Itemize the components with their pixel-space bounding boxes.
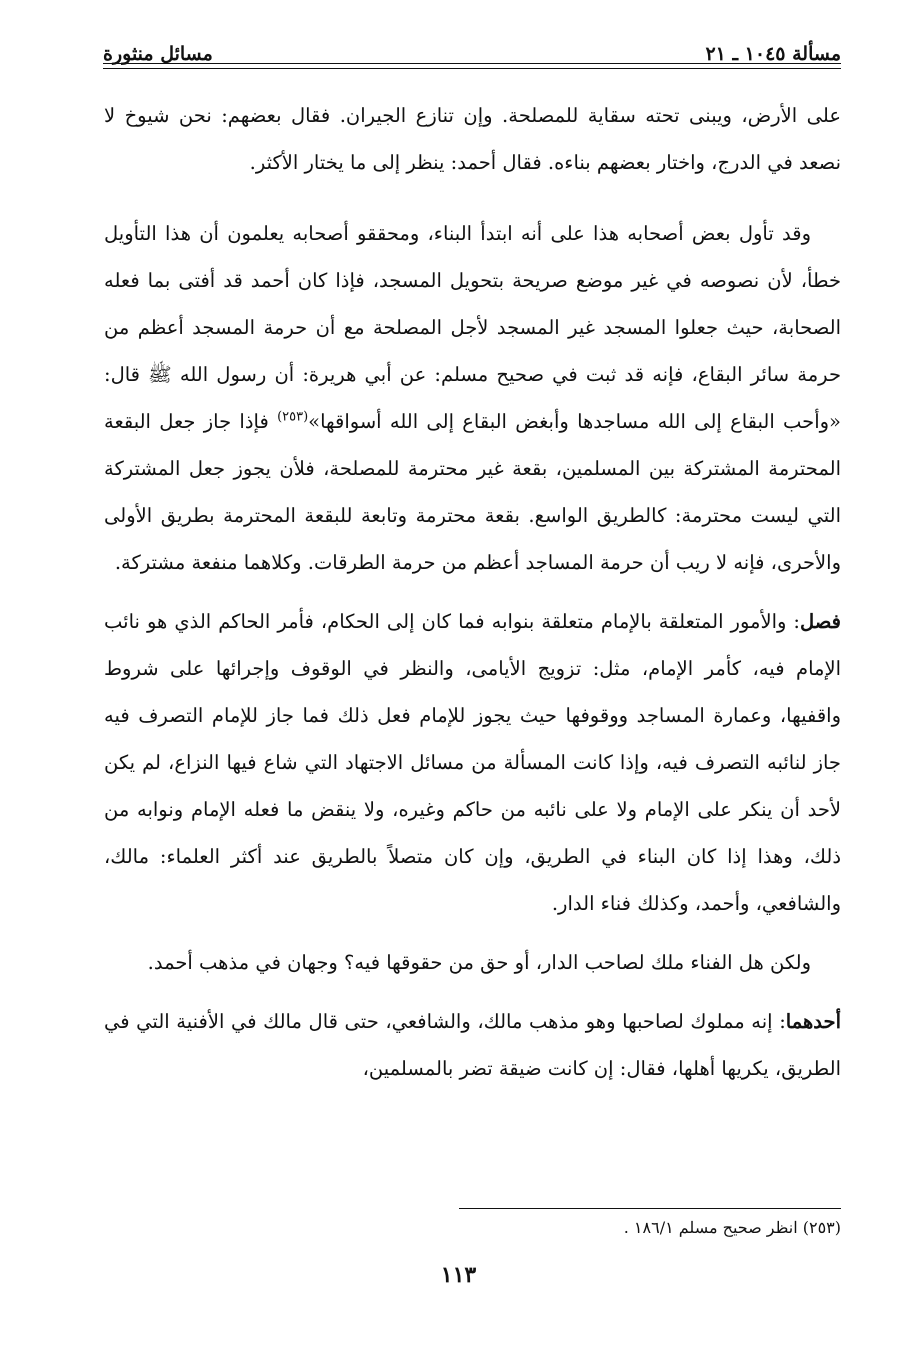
paragraph — [104, 998, 841, 1092]
paragraph-text: : إنه مملوك لصاحبها وهو مذهب مالك، والشافعي، حتى قال مالك في الأفنية التي في الطريق، يكريها أهلها، فقال: إن كانت ضيقة تضر بالمسلمين، — [104, 1010, 841, 1080]
paragraph: على الأرض، ويبنى تحته سقاية للمصلحة. وإن تنازع الجيران. فقال بعضهم: نحن شيوخ لا نصعد في الدرج، واختار بعضهم بناءه. فقال أحمد: ينظر إلى ما يختار الأكثر. — [104, 104, 841, 174]
paragraph — [104, 598, 841, 927]
section-lead: فصل — [800, 610, 841, 633]
paragraph-text: : والأمور المتعلقة بالإمام متعلقة بنوابه فما كان إلى الحكام، فأمر الحاكم الذي هو نائب الإمام فيه، كأمر الإمام، مثل: تزويج الأيامى، والنظر في الوقوف وإجرائها على شروط واقفيها، وعمارة المساجد ووقوفها حيث يجوز للإمام فعل ذلك فما جاز للإمام التصرف فيه جاز لنائبه التصرف فيه، وإذا كانت المسألة من مسائل الاجتهاد التي شاع فيها النزاع، لم يكن لأحد أن ينكر على الإمام ولا على نائبه من حاكم وغيره، ولا ينقض ما فعله الإمام ونوابه من ذلك، وهذا إذا كان البناء في الطريق، وإن كان متصلاً بالطريق عند أكثر العلماء: مالك، والشافعي، وأحمد، وكذلك فناء الدار. — [104, 610, 841, 915]
section-lead: أحدهما — [785, 1010, 841, 1033]
footnote: (٢٥٣) انظر صحيح مسلم ١٨٦/١ . — [623, 1218, 841, 1237]
footnote-reference: (٢٥٣) — [277, 409, 309, 425]
paragraph-text: وقد تأول بعض أصحابه هذا على أنه ابتدأ البناء، ومحققو أصحابه يعلمون أن هذا التأويل خطأ، لأن نصوصه في غير موضع صريحة بتحويل المسجد، فإذا كان أحمد قد أفتى بما فعله الصحابة، حيث جعلوا المسجد غير المسجد لأجل المصلحة مع أن حرمة المسجد أعظم من حرمة سائر البقاع، فإنه قد ثبت في صحيح مسلم: عن أبي هريرة: أن رسول الله ﷺ قال: «وأحب البقاع إلى الله مساجدها وأبغض البقاع إلى الله أسواقها» — [104, 222, 841, 433]
running-header — [103, 30, 841, 64]
paragraph — [104, 210, 841, 586]
footnote-rule — [459, 1208, 841, 1209]
paragraph: ولكن هل الفناء ملك لصاحب الدار، أو حق من حقوقها فيه؟ وجهان في مذهب أحمد. — [147, 951, 811, 974]
main-text — [104, 92, 841, 1104]
header-double-rule — [103, 63, 841, 69]
book-title: مسائل منثورة — [103, 43, 213, 65]
paragraph-text: فإذا جاز جعل البقعة المحترمة المشتركة بين المسلمين، بقعة غير محترمة للمصلحة، فلأن يجوز جعل المشتركة التي ليست محترمة: كالطريق الواسع. بقعة محترمة وتابعة للبقعة المحترمة بطريق الأولى والأحرى، فإنه لا ريب أن حرمة المساجد أعظم من حرمة الطرقات. وكلاهما منفعة مشتركة. — [104, 410, 841, 574]
issue-number: مسألة ١٠٤٥ ـ ٢١ — [705, 43, 841, 65]
page-number: ١١٣ — [440, 1262, 477, 1288]
